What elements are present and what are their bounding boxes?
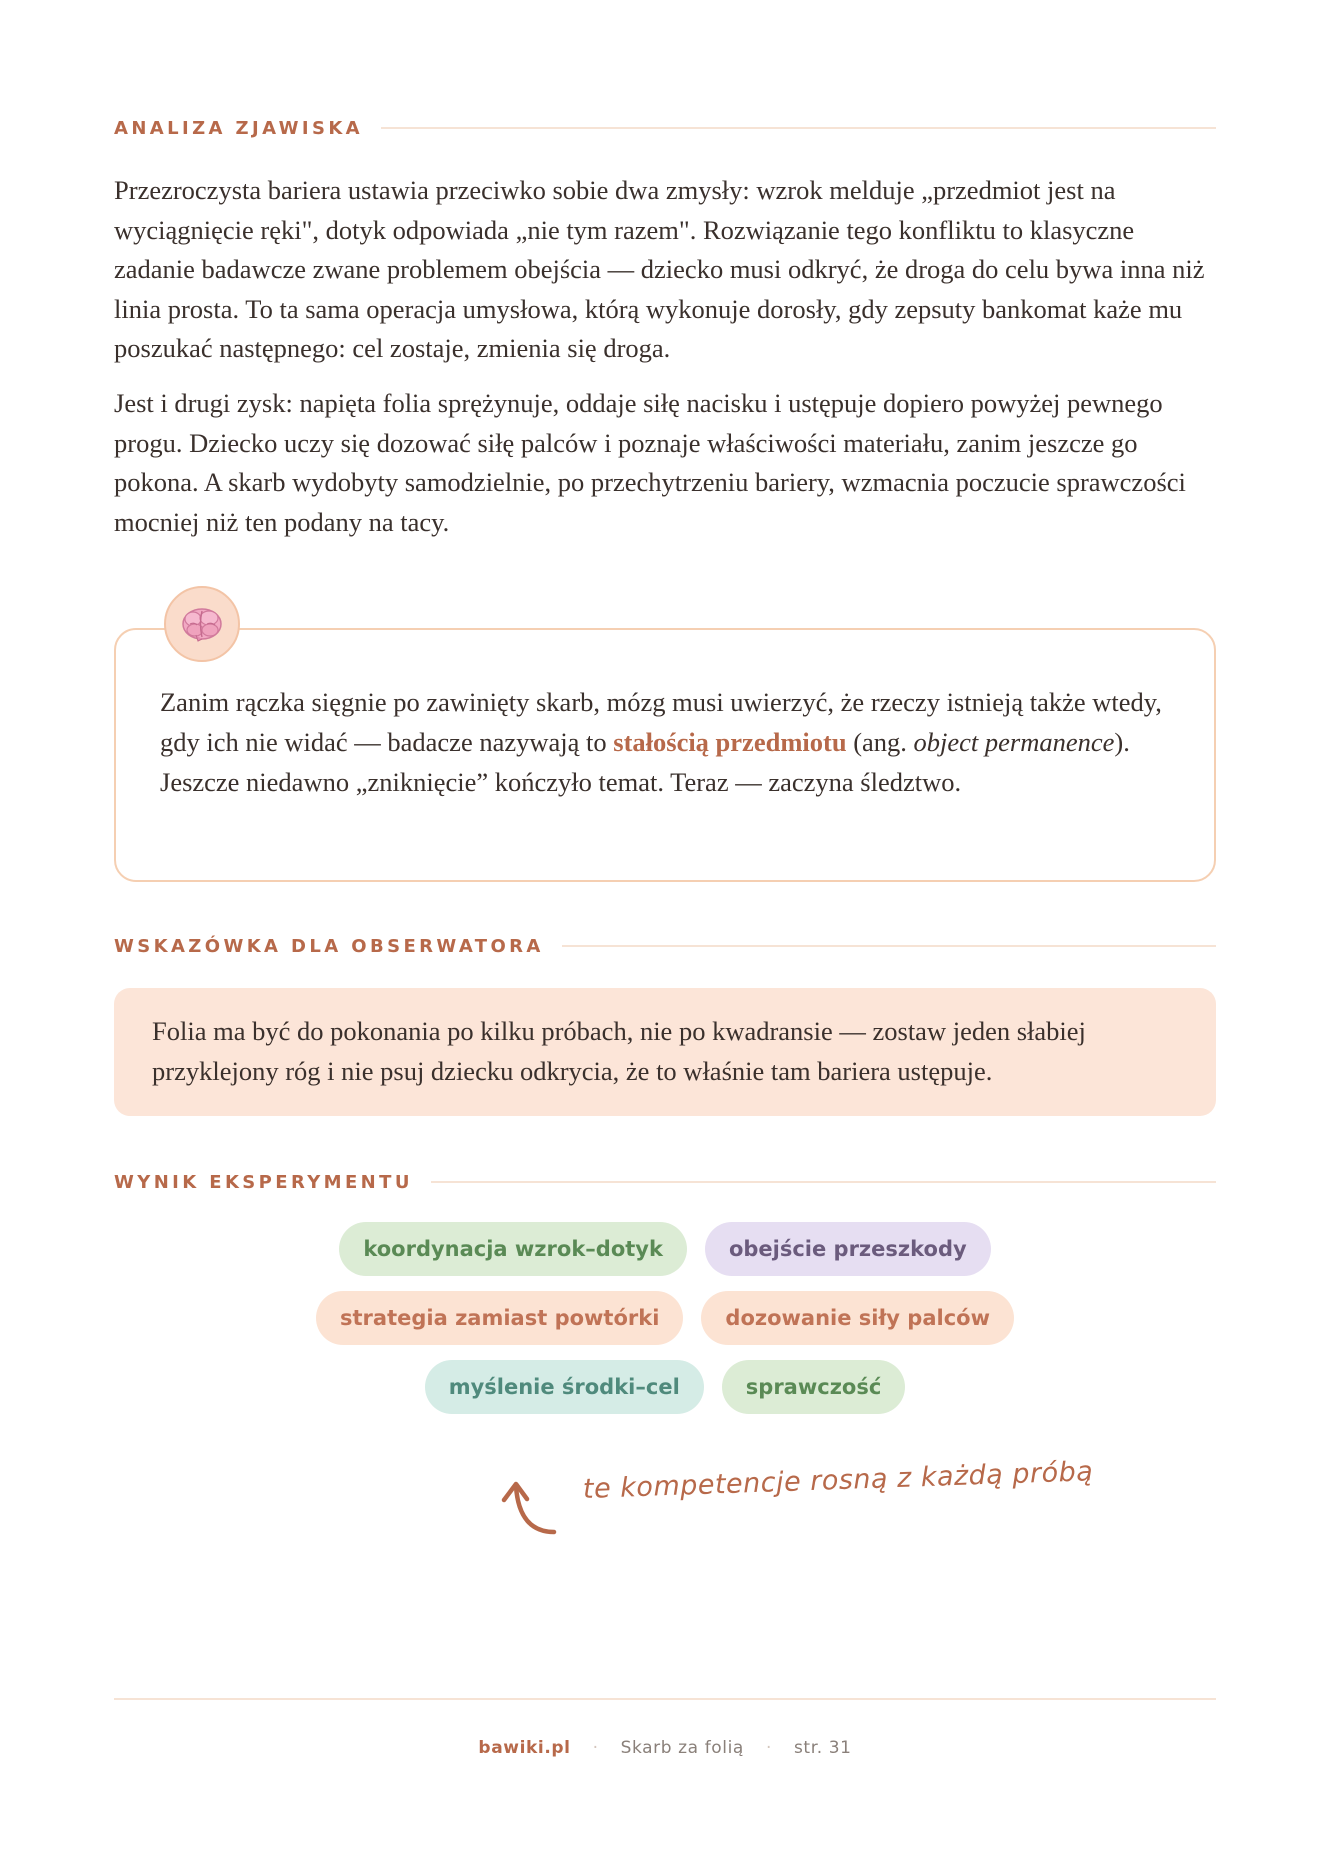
analysis-paragraph-1: Przezroczysta bariera ustawia przeciwko sobie dwa zmysły: wzrok melduje „przedmiot jest na wyciągnięcie ręki", dotyk odpowiada „nie tym razem". Rozwiązanie tego konfliktu to klasyczne zadanie badawcze zwane problemem obejścia — dziecko musi odkryć, że droga do celu bywa inna niż linia prosta. To ta sama operacja umysłowa, którą wykonuje dorosły, gdy zepsuty bankomat każe mu poszukać następnego: cel zostaje, zmienia się droga. xyxy=(114,175,1205,363)
curved-arrow-icon xyxy=(492,1470,572,1540)
handwritten-note: te kompetencje rosną z każdą próbą xyxy=(582,1456,1094,1505)
callout-term-italic: object permanence xyxy=(913,727,1115,757)
skill-chip: sprawczość xyxy=(722,1360,906,1414)
callout-text-part: ). Jeszcze niedawno „zniknięcie” kończyło temat. Teraz — zaczyna śledztwo. xyxy=(160,727,1130,797)
callout-highlight: stałością przedmiotu xyxy=(613,727,847,757)
skill-chip: dozowanie siły palców xyxy=(701,1291,1014,1345)
callout-text-part: Zanim rączka sięgnie po zawinięty skarb, mózg musi uwierzyć, że rzeczy istnieją także wtedy, gdy ich nie widać — badacze nazywają to xyxy=(160,687,1162,757)
footer-divider xyxy=(114,1698,1216,1700)
footer-page-number: str. 31 xyxy=(793,1738,852,1758)
skill-chip: koordynacja wzrok–dotyk xyxy=(339,1222,687,1276)
tip-text: Folia ma być do pokonania po kilku próbach, nie po kwadransie — zostaw jeden słabiej przyklejony róg i nie psuj dziecku odkrycia, że to właśnie tam bariera ustępuje. xyxy=(152,1016,1086,1086)
section-rule xyxy=(431,1181,1216,1183)
skill-chip: myślenie środki–cel xyxy=(425,1360,704,1414)
section-heading-result xyxy=(114,1168,1216,1196)
footer xyxy=(114,1738,1216,1758)
page xyxy=(114,0,1216,1871)
chip-row xyxy=(114,1291,1216,1345)
tip-box xyxy=(114,988,1216,1116)
section-label: WSKAZÓWKA DLA OBSERWATORA xyxy=(114,935,544,957)
footer-separator: · xyxy=(765,1738,772,1758)
callout-text-part: (ang. xyxy=(846,727,914,757)
section-heading-analysis xyxy=(114,114,1216,142)
skill-chips xyxy=(114,1222,1216,1429)
section-heading-tip xyxy=(114,932,1216,960)
skill-chip: obejście przeszkody xyxy=(705,1222,991,1276)
skill-chip: strategia zamiast powtórki xyxy=(316,1291,683,1345)
chip-row xyxy=(114,1222,1216,1276)
callout-text xyxy=(160,682,1170,802)
brain-icon xyxy=(164,586,240,662)
section-rule xyxy=(381,127,1216,129)
chip-row xyxy=(114,1360,1216,1414)
section-rule xyxy=(562,945,1216,947)
section-label: WYNIK EKSPERYMENTU xyxy=(114,1171,413,1193)
footer-title: Skarb za folią xyxy=(620,1738,744,1758)
analysis-paragraph-2: Jest i drugi zysk: napięta folia sprężynuje, oddaje siłę nacisku i ustępuje dopiero powyżej pewnego progu. Dziecko uczy się dozować siłę palców i poznaje właściwości materiału, zanim jeszcze go pokona. A skarb wydobyty samodzielnie, po przechytrzeniu bariery, wzmacnia poczucie sprawczości mocniej niż ten podany na tacy. xyxy=(114,388,1186,537)
callout-box xyxy=(114,628,1216,882)
section-label: ANALIZA ZJAWISKA xyxy=(114,117,364,139)
footer-brand-link[interactable]: bawiki.pl xyxy=(478,1738,571,1758)
footer-separator: · xyxy=(592,1738,599,1758)
